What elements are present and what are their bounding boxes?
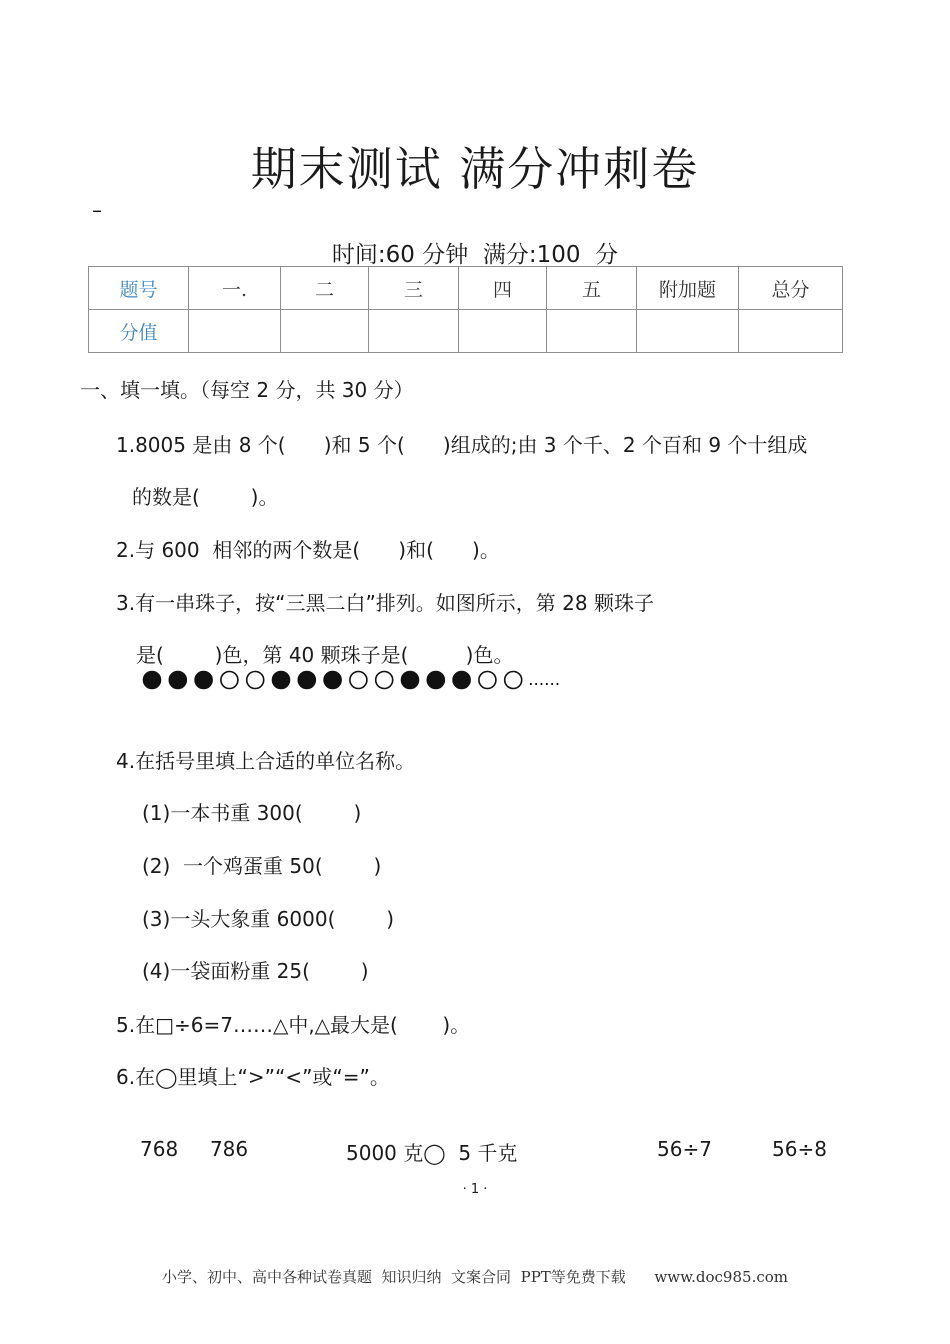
section-heading: 一、填一填。（每空 2 分，共 30 分） <box>80 378 414 402</box>
white-bead <box>247 672 264 689</box>
table-cell <box>189 310 281 353</box>
table-cell <box>637 310 739 353</box>
black-bead <box>402 672 419 689</box>
question-4-item-1: (1)一本书重 300( ) <box>142 801 362 825</box>
comparison-3-left: 56÷7 <box>657 1137 712 1161</box>
question-1-line-1: 1.8005 是由 8 个( )和 5 个( )组成的;由 3 个千、2 个百和 9 个十组成 <box>116 433 808 457</box>
score-table-value-row <box>89 310 843 353</box>
table-cell: 五 <box>547 267 637 310</box>
black-bead <box>195 672 212 689</box>
table-cell: 二 <box>281 267 369 310</box>
question-1-line-2: 的数是( )。 <box>132 485 279 509</box>
black-bead <box>169 672 186 689</box>
table-cell <box>739 310 843 353</box>
bead-ellipsis: …… <box>528 670 561 689</box>
table-cell <box>369 310 459 353</box>
question-4: 4.在括号里填上合适的单位名称。 <box>116 749 416 773</box>
table-cell <box>547 310 637 353</box>
page-title: 期末测试 满分冲刺卷 <box>250 142 700 196</box>
table-cell: 分值 <box>89 310 189 353</box>
table-cell: 三 <box>369 267 459 310</box>
white-bead <box>350 672 367 689</box>
question-2: 2.与 600 相邻的两个数是( )和( )。 <box>116 538 500 562</box>
comparison-2: 5000 克◯ 5 千克 <box>346 1141 518 1165</box>
black-bead <box>453 672 470 689</box>
question-3-line-2: 是( )色，第 40 颗珠子是( )色。 <box>136 643 514 667</box>
black-bead <box>298 672 315 689</box>
page-number: · 1 · <box>462 1182 488 1197</box>
question-4-item-4: (4)一袋面粉重 25( ) <box>142 959 369 983</box>
comparison-1: 768 786 <box>140 1137 249 1161</box>
black-bead <box>273 672 290 689</box>
comparison-3-right: 56÷8 <box>772 1137 827 1161</box>
black-bead <box>144 672 161 689</box>
question-6: 6.在◯里填上“>”“<”或“=”。 <box>116 1065 390 1089</box>
exam-info: 时间:60 分钟 满分:100 分 <box>331 242 619 268</box>
table-cell: 一. <box>189 267 281 310</box>
dash-mark: – <box>92 198 102 222</box>
bead-string <box>142 669 582 691</box>
table-cell: 四 <box>459 267 547 310</box>
score-table <box>88 266 843 353</box>
footer-text: 小学、初中、高中各种试卷真题 知识归纳 文案合同 PPT等免费下载 www.doc985.com <box>161 1268 788 1286</box>
bead-figure <box>142 669 582 691</box>
white-bead <box>505 672 522 689</box>
table-cell: 题号 <box>89 267 189 310</box>
black-bead <box>324 672 341 689</box>
black-bead <box>427 672 444 689</box>
white-bead <box>221 672 238 689</box>
question-4-item-2: (2) 一个鸡蛋重 50( ) <box>142 854 382 878</box>
table-cell <box>281 310 369 353</box>
question-5: 5.在□÷6=7……△中,△最大是( )。 <box>116 1013 471 1037</box>
question-3-line-1: 3.有一串珠子，按“三黑二白”排列。如图所示，第 28 颗珠子 <box>116 591 654 615</box>
table-cell: 附加题 <box>637 267 739 310</box>
table-cell <box>459 310 547 353</box>
question-4-item-3: (3)一头大象重 6000( ) <box>142 907 395 931</box>
white-bead <box>479 672 496 689</box>
score-table-header-row <box>89 267 843 310</box>
table-cell: 总分 <box>739 267 843 310</box>
white-bead <box>376 672 393 689</box>
